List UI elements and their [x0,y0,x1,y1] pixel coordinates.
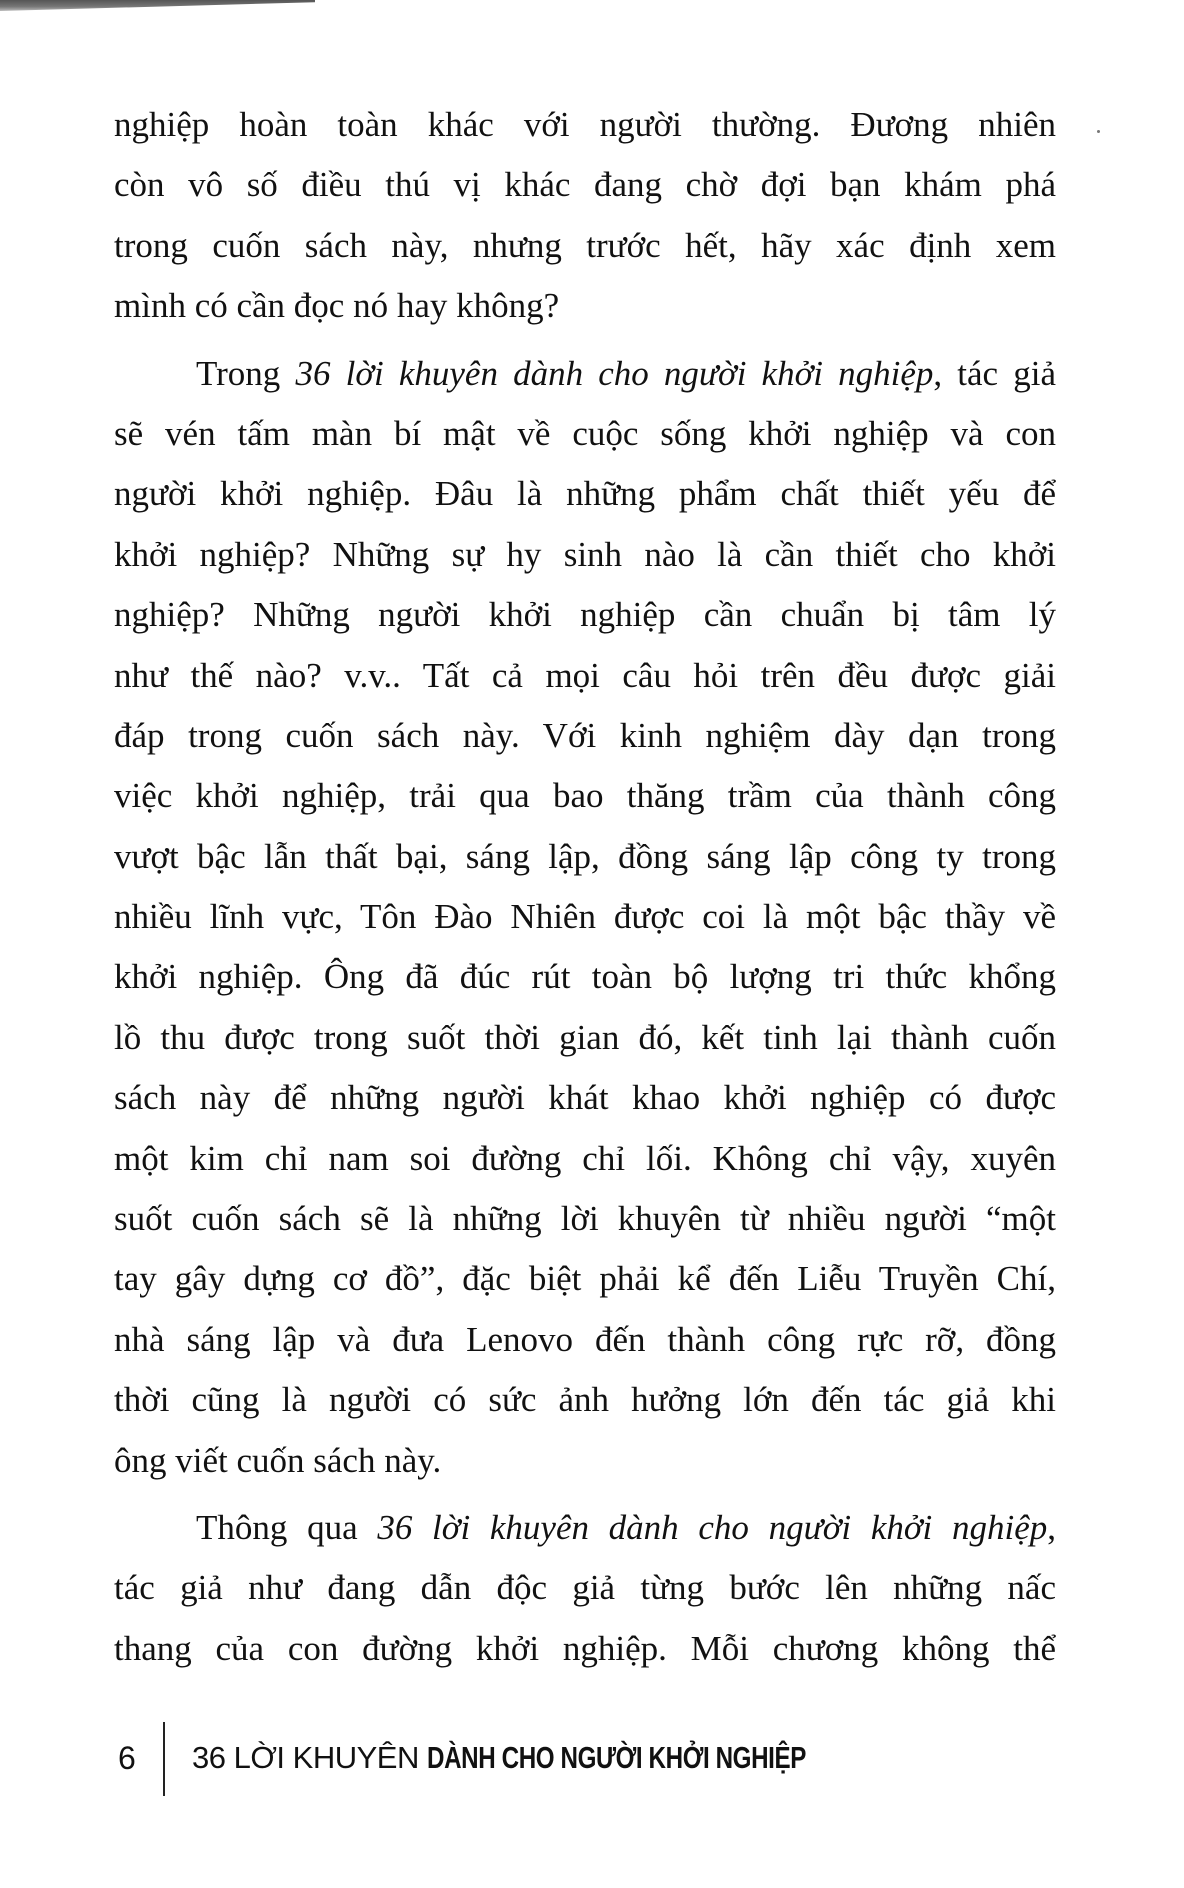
text-line [114,1129,1056,1189]
text-segment: suốt cuốn sách sẽ là những lời khuyên từ nhiều người “một [114,1199,1056,1239]
text-line [114,344,1056,404]
text-segment: thời cũng là người có sức ảnh hưởng lớn đến tác giả khi [114,1380,1056,1420]
scan-edge-shadow [0,0,315,11]
text-segment: vượt bậc lẫn thất bại, sáng lập, đồng sáng lập công ty trong [114,836,1056,876]
text-line [114,404,1056,464]
text-segment: còn vô số điều thú vị khác đang chờ đợi bạn khám phá [114,165,1056,205]
text-segment: khởi nghiệp? Những sự hy sinh nào là cần thiết cho khởi [114,534,1056,574]
text-segment: khởi nghiệp. Ông đã đúc rút toàn bộ lượng tri thức khổng [114,957,1056,997]
book-title-italic: 36 lời khuyên dành cho người khởi nghiệp [377,1507,1048,1547]
text-segment: sách này để những người khát khao khởi nghiệp có được [114,1078,1056,1118]
text-segment: nhiều lĩnh vực, Tôn Đào Nhiên được coi là một bậc thầy về [114,897,1056,937]
text-line [114,827,1056,887]
text-line [114,1558,1056,1618]
text-line [114,1189,1056,1249]
text-line [114,646,1056,706]
text-line [114,1498,1056,1558]
text-segment: sẽ vén tấm màn bí mật về cuộc sống khởi nghiệp và con [114,413,1056,453]
text-segment: tay gây dựng cơ đồ”, đặc biệt phải kể đến Liễu Truyền Chí, [114,1259,1056,1299]
text-segment: đáp trong cuốn sách này. Với kinh nghiệm dày dạn trong [114,715,1056,755]
paragraph [114,95,1056,337]
text-line [114,276,1056,336]
text-line [114,1370,1056,1430]
text-segment: việc khởi nghiệp, trải qua bao thăng trầm của thành công [114,776,1056,816]
text-segment: một kim chỉ nam soi đường chỉ lối. Không chỉ vậy, xuyên [114,1138,1056,1178]
text-line [114,1068,1056,1128]
text-line [114,1310,1056,1370]
text-line [114,1008,1056,1068]
text-segment: nghiệp? Những người khởi nghiệp cần chuẩn bị tâm lý [114,595,1056,635]
page-footer [0,1718,1184,1798]
text-line [114,155,1056,215]
text-segment: nhà sáng lập và đưa Lenovo đến thành công rực rỡ, đồng [114,1319,1056,1359]
text-segment: trong cuốn sách này, nhưng trước hết, hãy xác định xem [114,225,1056,265]
book-title-italic: 36 lời khuyên dành cho người khởi nghiệp [295,353,934,393]
text-segment: , [1047,1507,1056,1547]
paragraph [114,344,1056,1491]
text-line [114,706,1056,766]
text-segment: thang của con đường khởi nghiệp. Mỗi chương không thể [114,1628,1056,1668]
text-line [114,766,1056,826]
text-segment: nghiệp hoàn toàn khác với người thường. Đương nhiên [114,105,1056,144]
page-number: 6 [118,1740,136,1776]
text-segment: tác giả như đang dẫn độc giả từng bước lên những nấc [114,1568,1056,1608]
text-line [114,1619,1056,1679]
running-title [192,1740,913,1776]
text-line [114,585,1056,645]
text-line [114,216,1056,276]
text-line [114,947,1056,1007]
running-title-regular: 36 LỜI KHUYÊN [192,1740,427,1775]
text-line [114,95,1056,155]
text-segment: người khởi nghiệp. Đâu là những phẩm chất thiết yếu để [114,474,1056,514]
text-segment: Trong [196,353,296,393]
scan-speck [1097,130,1100,133]
text-segment: mình có cần đọc nó hay không? [114,286,560,326]
text-segment: , tác giả [933,353,1056,393]
text-line [114,525,1056,585]
text-line [114,1249,1056,1309]
text-segment: như thế nào? v.v.. Tất cả mọi câu hỏi trên đều được giải [114,655,1056,695]
running-title-bold: DÀNH CHO NGƯỜI KHỞI NGHIỆP [426,1740,806,1775]
text-line [114,887,1056,947]
text-segment: ông viết cuốn sách này. [114,1440,442,1480]
footer-divider [163,1722,165,1796]
text-segment: Thông qua [196,1507,378,1547]
page-body-text [114,95,1056,1679]
text-segment: lồ thu được trong suốt thời gian đó, kết tinh lại thành cuốn [114,1017,1056,1057]
text-line [114,464,1056,524]
text-line [114,1431,1056,1491]
paragraph [114,1498,1056,1679]
